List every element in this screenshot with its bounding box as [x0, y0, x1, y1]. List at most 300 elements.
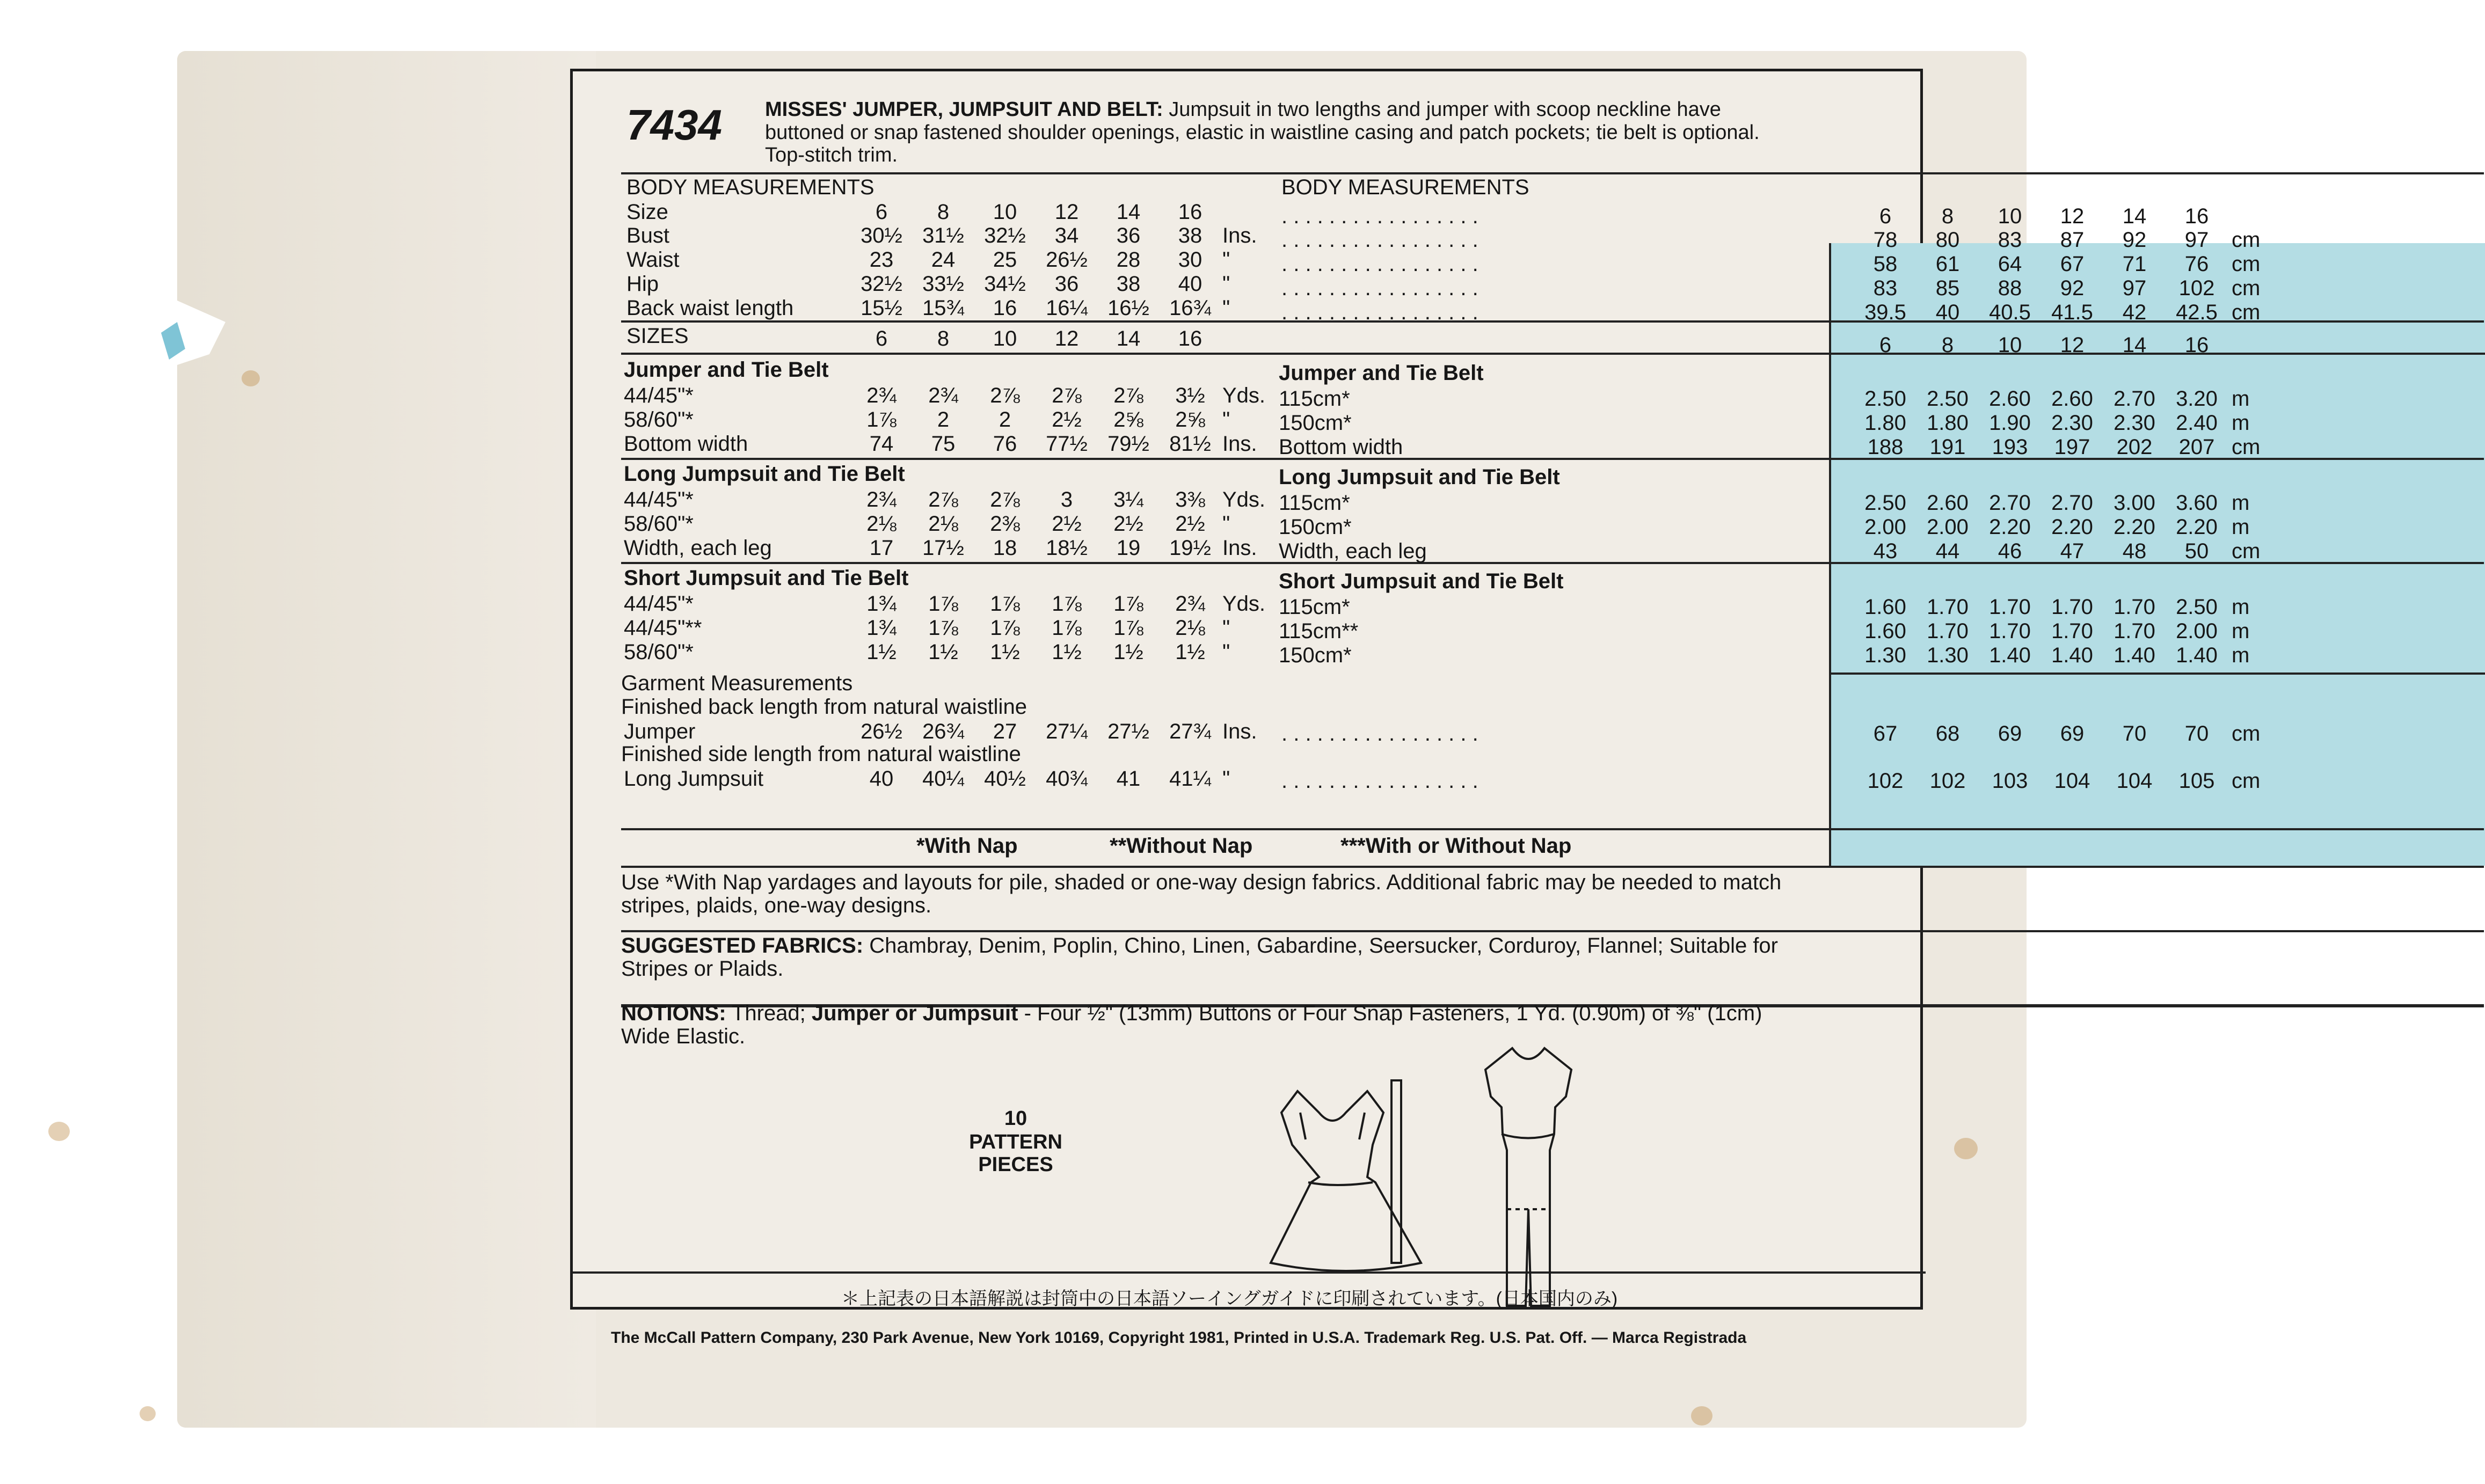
tie-belt-sketch	[1391, 1080, 1401, 1263]
suggested-fabrics	[621, 934, 1778, 981]
row-unit: cm	[2232, 276, 2261, 300]
table-cell: 41.5	[2051, 301, 2093, 324]
japanese-note: ＊上記表の日本語解説は封筒中の日本語ソーイングガイドに印刷されています。(日本国内のみ)	[841, 1289, 1618, 1309]
table-cell: 12	[1054, 200, 1079, 224]
table-cell: 97	[2122, 276, 2147, 300]
table-cell: 92	[2060, 276, 2085, 300]
table-cell: 103	[1992, 769, 2028, 793]
section-title: Jumper and Tie Belt	[624, 358, 829, 382]
table-cell: 27	[993, 720, 1017, 743]
table-cell: 2.60	[1989, 387, 2031, 411]
table-cell: 3.60	[2176, 491, 2218, 515]
row-label: Bottom width	[624, 432, 748, 456]
table-cell: 81½	[1169, 432, 1211, 456]
table-cell: 19½	[1169, 536, 1211, 560]
section-title: Finished side length from natural waistline	[621, 742, 1021, 766]
table-cell: 79½	[1107, 432, 1149, 456]
table-cell: 48	[2122, 539, 2147, 563]
table-cell: 19	[1116, 536, 1141, 560]
row-unit: "	[1222, 616, 1230, 640]
table-cell: 2¾	[866, 488, 897, 511]
table-cell: 2⅜	[990, 512, 1020, 536]
table-cell: 2.30	[2114, 411, 2155, 435]
size-cell: 12	[1054, 327, 1079, 350]
table-cell: 1½	[866, 640, 897, 664]
row-unit: m	[2232, 491, 2250, 515]
row-label: 58/60"*	[624, 512, 694, 536]
size-cell: 10	[993, 327, 1017, 350]
table-cell: 27¼	[1046, 720, 1088, 743]
table-cell: 92	[2122, 228, 2147, 252]
table-cell: 87	[2060, 228, 2085, 252]
row-unit: Yds.	[1222, 488, 1266, 511]
table-cell: 1⅞	[928, 616, 958, 640]
pattern-description	[765, 98, 1919, 167]
table-cell: 2⅞	[1113, 384, 1143, 407]
table-cell: 30	[1178, 248, 1203, 272]
row-label: 44/45"**	[624, 616, 702, 640]
row-unit: cm	[2232, 252, 2261, 276]
table-cell: 75	[931, 432, 956, 456]
row-label: 150cm*	[1279, 644, 1352, 667]
row-unit: "	[1222, 248, 1230, 272]
row-unit: m	[2232, 411, 2250, 435]
size-cell: 6	[1879, 333, 1892, 357]
row-label: . . . . . . . . . . . . . . . . .	[1281, 301, 1478, 324]
table-cell: 17½	[922, 536, 964, 560]
table-cell: 25	[993, 248, 1017, 272]
table-cell: 2.00	[1864, 515, 1906, 539]
table-cell: 30½	[861, 224, 902, 247]
table-cell: 36	[1116, 224, 1141, 247]
table-cell: 34½	[984, 272, 1026, 296]
use-note-line: stripes, plaids, one-way designs.	[621, 894, 932, 918]
table-cell: 2.60	[1927, 491, 1969, 515]
table-cell: 16¼	[1046, 296, 1088, 320]
table-cell: 16	[2184, 204, 2209, 228]
table-cell: 44	[1935, 539, 1960, 563]
table-cell: 42	[2122, 301, 2147, 324]
table-cell: 69	[1998, 722, 2022, 745]
table-cell: 24	[931, 248, 956, 272]
table-cell: 104	[2054, 769, 2090, 793]
row-label: Size	[626, 200, 668, 224]
table-cell: 3.00	[2114, 491, 2155, 515]
row-unit: cm	[2232, 539, 2261, 563]
table-cell: 2.70	[1989, 491, 2031, 515]
table-cell: 2.40	[2176, 411, 2218, 435]
pattern-info-sheet	[570, 69, 2261, 1310]
divider	[621, 930, 2484, 932]
table-cell: 26½	[1046, 248, 1088, 272]
table-cell: 46	[1998, 539, 2022, 563]
table-cell: 2½	[1052, 512, 1082, 536]
table-cell: 2.60	[2051, 387, 2093, 411]
table-cell: 1⅞	[928, 592, 958, 616]
row-unit: Yds.	[1222, 384, 1266, 407]
section-title: Long Jumpsuit and Tie Belt	[624, 462, 905, 486]
row-unit: m	[2232, 595, 2250, 619]
table-cell: 76	[2184, 252, 2209, 276]
row-label: . . . . . . . . . . . . . . . . .	[1281, 228, 1478, 252]
row-label: Hip	[626, 272, 659, 296]
table-cell: 1.60	[1864, 619, 1906, 643]
stain	[48, 1122, 70, 1141]
divider	[621, 353, 1829, 355]
divider	[621, 172, 2484, 174]
table-cell: 40	[869, 767, 894, 791]
row-unit: "	[1222, 408, 1230, 432]
size-cell: 10	[1998, 333, 2022, 357]
table-cell: 28	[1116, 248, 1141, 272]
table-cell: 1½	[1052, 640, 1082, 664]
row-unit: "	[1222, 512, 1230, 536]
table-cell: 105	[2178, 769, 2215, 793]
table-cell: 40	[1935, 301, 1960, 324]
notions-label: NOTIONS:	[621, 1001, 726, 1025]
table-cell: 69	[2060, 722, 2085, 745]
row-label: 58/60"*	[624, 408, 694, 432]
size-cell: 6	[875, 327, 888, 350]
table-cell: 2⅞	[1052, 384, 1082, 407]
publisher-footer: The McCall Pattern Company, 230 Park Avenue, New York 10169, Copyright 1981, Printed in U.S.A. Trademark Reg. U.S. Pat. Off. — Marca Registrada	[611, 1329, 1747, 1347]
table-cell: 2½	[1175, 512, 1205, 536]
row-label: 115cm*	[1279, 595, 1350, 619]
table-cell: 1.90	[1989, 411, 2031, 435]
table-cell: 1.30	[1864, 644, 1906, 667]
table-cell: 18½	[1046, 536, 1088, 560]
table-cell: 41¼	[1169, 767, 1211, 791]
row-label: 44/45"*	[624, 488, 694, 511]
stain	[140, 1406, 156, 1421]
table-cell: 1¾	[866, 616, 897, 640]
sizes-label: SIZES	[626, 324, 689, 348]
table-cell: 17	[869, 536, 894, 560]
description-line: Top-stitch trim.	[765, 144, 898, 167]
stain	[1691, 1406, 1712, 1425]
table-cell: 27½	[1107, 720, 1149, 743]
table-cell: 2¾	[1175, 592, 1205, 616]
table-cell: 1⅞	[1113, 592, 1143, 616]
table-cell: 1⅞	[990, 592, 1020, 616]
row-label: Bust	[626, 224, 670, 247]
row-label: 150cm*	[1279, 411, 1352, 435]
table-cell: 8	[1941, 204, 1954, 228]
row-unit: m	[2232, 619, 2250, 643]
table-cell: 2.70	[2114, 387, 2155, 411]
table-cell: 2.50	[1864, 387, 1906, 411]
row-label: 44/45"*	[624, 384, 694, 407]
table-cell: 1⅞	[1113, 616, 1143, 640]
table-cell: 2⅛	[866, 512, 897, 536]
table-cell: 2⅝	[1113, 408, 1143, 432]
row-unit: m	[2232, 387, 2250, 411]
table-cell: 2½	[1052, 408, 1082, 432]
section-title: Short Jumpsuit and Tie Belt	[1279, 569, 1564, 593]
row-label: 44/45"*	[624, 592, 694, 616]
table-cell: 102	[2178, 276, 2215, 300]
table-cell: 2⅞	[990, 384, 1020, 407]
divider	[573, 1271, 1926, 1274]
row-unit: Yds.	[1222, 592, 1266, 616]
table-cell: 2.00	[1927, 515, 1969, 539]
table-cell: 3¼	[1113, 488, 1143, 511]
table-cell: 102	[1867, 769, 1904, 793]
table-cell: 1.60	[1864, 595, 1906, 619]
table-cell: 10	[993, 200, 1017, 224]
table-cell: 2	[937, 408, 950, 432]
size-cell: 16	[1178, 327, 1203, 350]
row-label: Jumper	[624, 720, 696, 743]
table-cell: 74	[869, 432, 894, 456]
table-cell: 1½	[928, 640, 958, 664]
row-label: 58/60"*	[624, 640, 694, 664]
table-cell: 1.70	[2114, 619, 2155, 643]
row-unit: Ins.	[1222, 432, 1257, 456]
table-cell: 3⅜	[1175, 488, 1205, 511]
section-title: Garment Measurements	[621, 671, 853, 695]
garment-sketches	[1260, 1037, 1604, 1317]
table-cell: 191	[1929, 435, 1966, 459]
fabrics-line: Stripes or Plaids.	[621, 957, 784, 981]
row-label: Long Jumpsuit	[624, 767, 764, 791]
table-cell: 2⅛	[928, 512, 958, 536]
table-cell: 1.80	[1927, 411, 1969, 435]
notions-thread: Thread;	[731, 1001, 806, 1025]
row-label: Width, each leg	[1279, 539, 1427, 563]
table-cell: 40	[1178, 272, 1203, 296]
table-cell: 50	[2184, 539, 2209, 563]
use-note	[621, 871, 1781, 917]
table-cell: 67	[2060, 252, 2085, 276]
table-cell: 34	[1054, 224, 1079, 247]
table-cell: 1.40	[2051, 644, 2093, 667]
table-cell: 2.50	[1864, 491, 1906, 515]
row-label: Bottom width	[1279, 435, 1403, 459]
table-cell: 68	[1935, 722, 1960, 745]
stain	[1954, 1138, 1978, 1159]
table-cell: 40.5	[1989, 301, 2031, 324]
row-unit: m	[2232, 515, 2250, 539]
table-cell: 18	[993, 536, 1017, 560]
pattern-title: MISSES' JUMPER, JUMPSUIT AND BELT:	[765, 98, 1163, 121]
table-cell: 1.40	[2176, 644, 2218, 667]
table-cell: 77½	[1046, 432, 1088, 456]
pattern-pieces-word: PATTERN	[969, 1131, 1062, 1153]
table-cell: 40¼	[922, 767, 964, 791]
table-cell: 12	[2060, 204, 2085, 228]
table-cell: 3.20	[2176, 387, 2218, 411]
table-cell: 85	[1935, 276, 1960, 300]
table-cell: 31½	[922, 224, 964, 247]
table-cell: 1.40	[1989, 644, 2031, 667]
table-cell: 15½	[861, 296, 902, 320]
jumpsuit-sketch	[1485, 1048, 1571, 1306]
notions-garment: Jumper or Jumpsuit	[811, 1001, 1018, 1025]
divider	[621, 866, 2484, 868]
table-cell: 207	[2178, 435, 2215, 459]
size-cell: 14	[1116, 327, 1141, 350]
table-cell: 83	[1873, 276, 1898, 300]
table-cell: 80	[1935, 228, 1960, 252]
table-cell: 40¾	[1046, 767, 1088, 791]
table-cell: 16	[993, 296, 1017, 320]
table-cell: 71	[2122, 252, 2147, 276]
table-cell: 2.20	[2176, 515, 2218, 539]
table-cell: 102	[1929, 769, 1966, 793]
table-cell: 2.30	[2051, 411, 2093, 435]
table-cell: 97	[2184, 228, 2209, 252]
table-cell: 1⅞	[1052, 592, 1082, 616]
row-label: . . . . . . . . . . . . . . . . .	[1281, 722, 1478, 745]
table-cell: 1⅞	[990, 616, 1020, 640]
table-cell: 58	[1873, 252, 1898, 276]
table-cell: 23	[869, 248, 894, 272]
nap-legend-either: ***With or Without Nap	[1340, 834, 1572, 858]
table-cell: 16¾	[1169, 296, 1211, 320]
table-cell: 6	[875, 200, 888, 224]
table-cell: 15¾	[922, 296, 964, 320]
row-label: . . . . . . . . . . . . . . . . .	[1281, 769, 1478, 793]
table-cell: 39.5	[1864, 301, 1906, 324]
body-measurements-label: BODY MEASUREMENTS	[626, 176, 875, 199]
table-cell: 41	[1116, 767, 1141, 791]
table-cell: 27¾	[1169, 720, 1211, 743]
row-label: Back waist length	[626, 296, 794, 320]
table-cell: 83	[1998, 228, 2022, 252]
table-cell: 16½	[1107, 296, 1149, 320]
nap-legend-without: **Without Nap	[1110, 834, 1253, 858]
row-label: . . . . . . . . . . . . . . . . .	[1281, 252, 1478, 276]
row-label: 150cm*	[1279, 515, 1352, 539]
row-label: . . . . . . . . . . . . . . . . .	[1281, 276, 1478, 300]
table-cell: 1.70	[2114, 595, 2155, 619]
section-title: Short Jumpsuit and Tie Belt	[624, 566, 909, 590]
table-cell: 1.40	[2114, 644, 2155, 667]
table-cell: 1.70	[1989, 595, 2031, 619]
table-cell: 202	[2116, 435, 2153, 459]
table-cell: 2⅝	[1175, 408, 1205, 432]
row-label: Width, each leg	[624, 536, 772, 560]
table-cell: 1.70	[2051, 595, 2093, 619]
row-unit: m	[2232, 644, 2250, 667]
table-cell: 1.30	[1927, 644, 1969, 667]
row-unit: "	[1222, 272, 1230, 296]
table-cell: 2⅞	[928, 488, 958, 511]
table-cell: 197	[2054, 435, 2090, 459]
table-cell: 3	[1060, 488, 1073, 511]
section-title: Jumper and Tie Belt	[1279, 361, 1484, 385]
table-cell: 1¾	[866, 592, 897, 616]
row-label: . . . . . . . . . . . . . . . . .	[1281, 204, 1478, 228]
divider	[1829, 672, 2485, 675]
table-cell: 40½	[984, 767, 1026, 791]
column-divider	[1829, 243, 1831, 866]
jumper-sketch	[1271, 1091, 1421, 1271]
table-cell: 1.80	[1864, 411, 1906, 435]
section-title: Finished back length from natural waistline	[621, 695, 1027, 719]
table-cell: 8	[937, 200, 950, 224]
table-cell: 32½	[984, 224, 1026, 247]
table-cell: 6	[1879, 204, 1892, 228]
table-cell: 2⅞	[990, 488, 1020, 511]
table-cell: 1⅞	[866, 408, 897, 432]
table-cell: 38	[1116, 272, 1141, 296]
table-cell: 1.70	[1927, 595, 1969, 619]
table-cell: 1.70	[1927, 619, 1969, 643]
table-cell: 2.50	[1927, 387, 1969, 411]
table-cell: 76	[993, 432, 1017, 456]
stain	[242, 370, 260, 386]
table-cell: 1⅞	[1052, 616, 1082, 640]
table-cell: 1.70	[2051, 619, 2093, 643]
table-cell: 10	[1998, 204, 2022, 228]
table-cell: 3½	[1175, 384, 1205, 407]
fabrics-line: Chambray, Denim, Poplin, Chino, Linen, Gabardine, Seersucker, Corduroy, Flannel; Suitable for	[869, 934, 1778, 957]
size-cell: 8	[937, 327, 950, 350]
table-cell: 2¾	[866, 384, 897, 407]
table-cell: 2.50	[2176, 595, 2218, 619]
table-cell: 88	[1998, 276, 2022, 300]
table-cell: 2	[999, 408, 1011, 432]
table-cell: 42.5	[2176, 301, 2218, 324]
table-cell: 188	[1867, 435, 1904, 459]
table-cell: 61	[1935, 252, 1960, 276]
divider	[621, 828, 2484, 830]
size-cell: 8	[1941, 333, 1954, 357]
table-cell: 1½	[1113, 640, 1143, 664]
row-unit: "	[1222, 640, 1230, 664]
description-line: buttoned or snap fastened shoulder openings, elastic in waistline casing and patch pockets; tie belt is optional.	[765, 121, 1760, 144]
table-cell: 1½	[990, 640, 1020, 664]
row-label: 115cm*	[1279, 387, 1350, 411]
row-unit: cm	[2232, 769, 2261, 793]
pattern-pieces-count: 10	[1004, 1107, 1027, 1130]
table-cell: 36	[1054, 272, 1079, 296]
table-cell: 26½	[861, 720, 902, 743]
row-unit: cm	[2232, 301, 2261, 324]
table-cell: 16	[1178, 200, 1203, 224]
fabrics-label: SUGGESTED FABRICS:	[621, 934, 864, 957]
description-line: Jumpsuit in two lengths and jumper with scoop neckline have	[1169, 98, 1721, 121]
use-note-line: Use *With Nap yardages and layouts for pile, shaded or one-way design fabrics. Additional fabric may be needed to match	[621, 871, 1782, 894]
table-cell: 33½	[922, 272, 964, 296]
table-cell: 193	[1992, 435, 2028, 459]
table-cell: 2.20	[1989, 515, 2031, 539]
row-unit: cm	[2232, 722, 2261, 745]
row-unit: Ins.	[1222, 720, 1257, 743]
row-unit: "	[1222, 296, 1230, 320]
row-unit: "	[1222, 767, 1230, 791]
table-cell: 64	[1998, 252, 2022, 276]
row-label: 115cm**	[1279, 619, 1359, 643]
pattern-number: 7434	[626, 101, 722, 149]
table-cell: 14	[2122, 204, 2147, 228]
row-unit: Ins.	[1222, 536, 1257, 560]
table-cell: 43	[1873, 539, 1898, 563]
row-unit: Ins.	[1222, 224, 1257, 247]
table-cell: 104	[2116, 769, 2153, 793]
body-measurements-label-metric: BODY MEASUREMENTS	[1281, 176, 1529, 199]
table-cell: 1½	[1175, 640, 1205, 664]
table-cell: 70	[2184, 722, 2209, 745]
row-unit: cm	[2232, 228, 2261, 252]
table-cell: 70	[2122, 722, 2147, 745]
table-cell: 32½	[861, 272, 902, 296]
table-cell: 67	[1873, 722, 1898, 745]
row-label: Waist	[626, 248, 680, 272]
row-label: 115cm*	[1279, 491, 1350, 515]
